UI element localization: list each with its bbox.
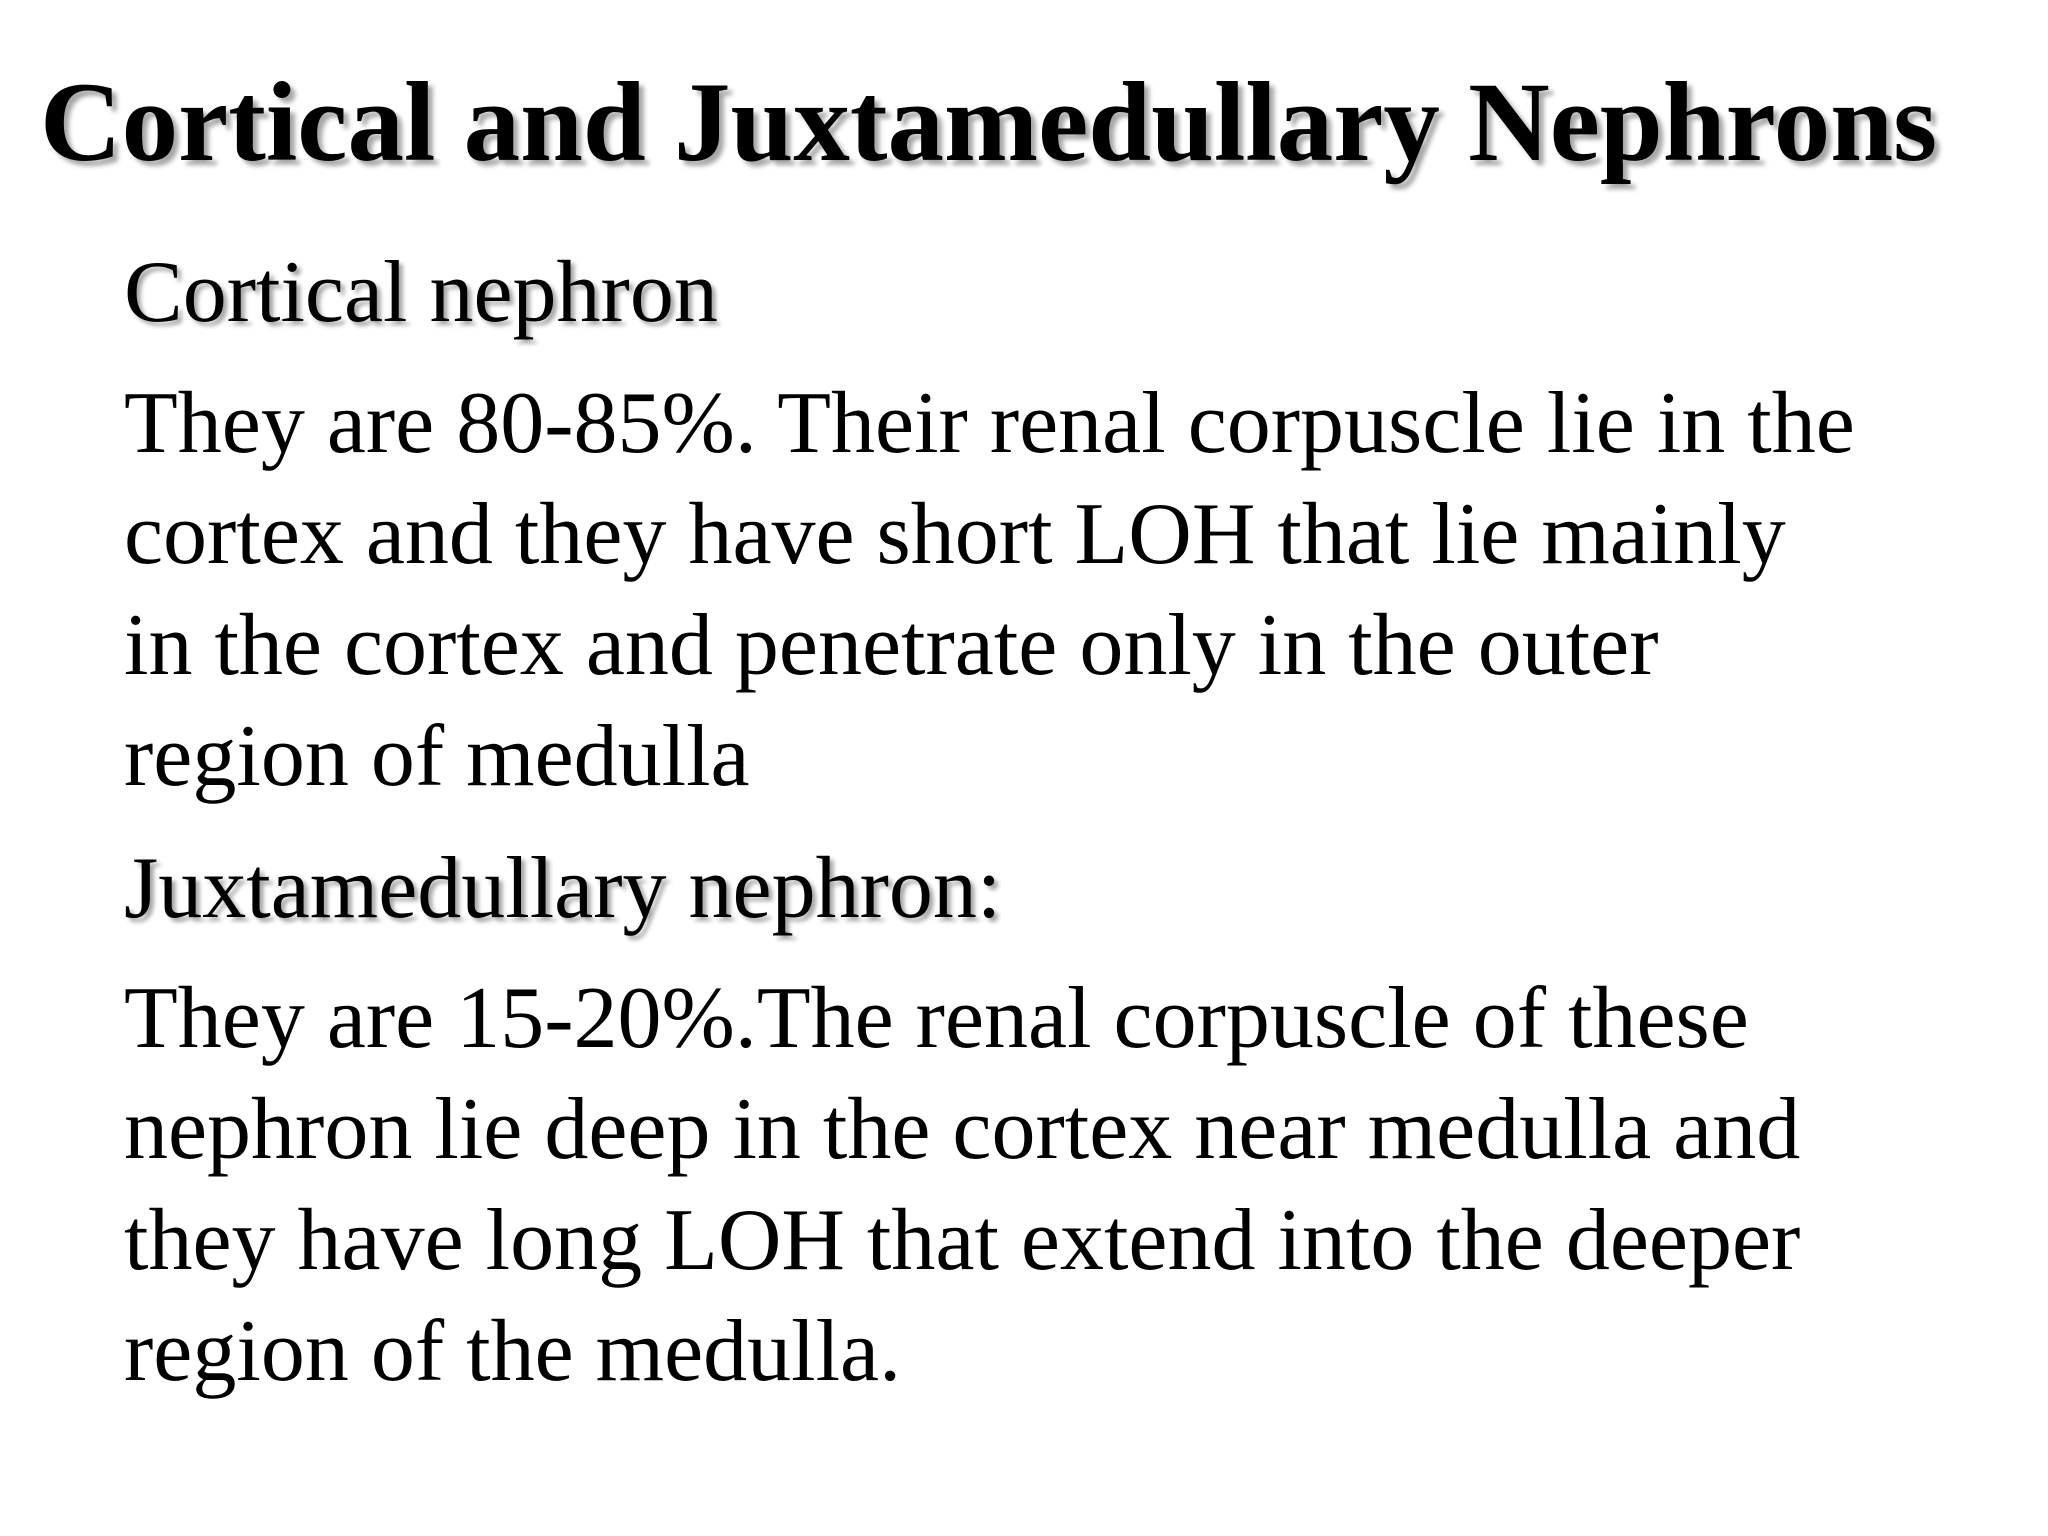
text-line: in the cortex and penetrate only in the outer <box>124 596 1659 694</box>
juxtamedullary-nephron-description <box>124 963 2004 1407</box>
text-line: they have long LOH that extend into the deeper <box>124 1192 1801 1290</box>
text-line: nephron lie deep in the cortex near medulla and <box>124 1081 1801 1179</box>
cortical-nephron-heading: Cortical nephron <box>124 244 718 341</box>
text-line: They are 15-20%.The renal corpuscle of these <box>124 970 1749 1068</box>
text-line: cortex and they have short LOH that lie mainly <box>124 485 1786 583</box>
text-line: region of the medulla. <box>124 1303 902 1401</box>
cortical-nephron-description <box>124 368 2004 812</box>
slide-content <box>124 240 2004 1407</box>
juxtamedullary-nephron-heading: Juxtamedullary nephron: <box>124 839 1002 937</box>
text-line: They are 80-85%. Their renal corpuscle lie in the <box>124 374 1855 472</box>
text-line: region of medulla <box>124 707 750 805</box>
slide-title: Cortical and Juxtamedullary Nephrons <box>40 60 1938 185</box>
